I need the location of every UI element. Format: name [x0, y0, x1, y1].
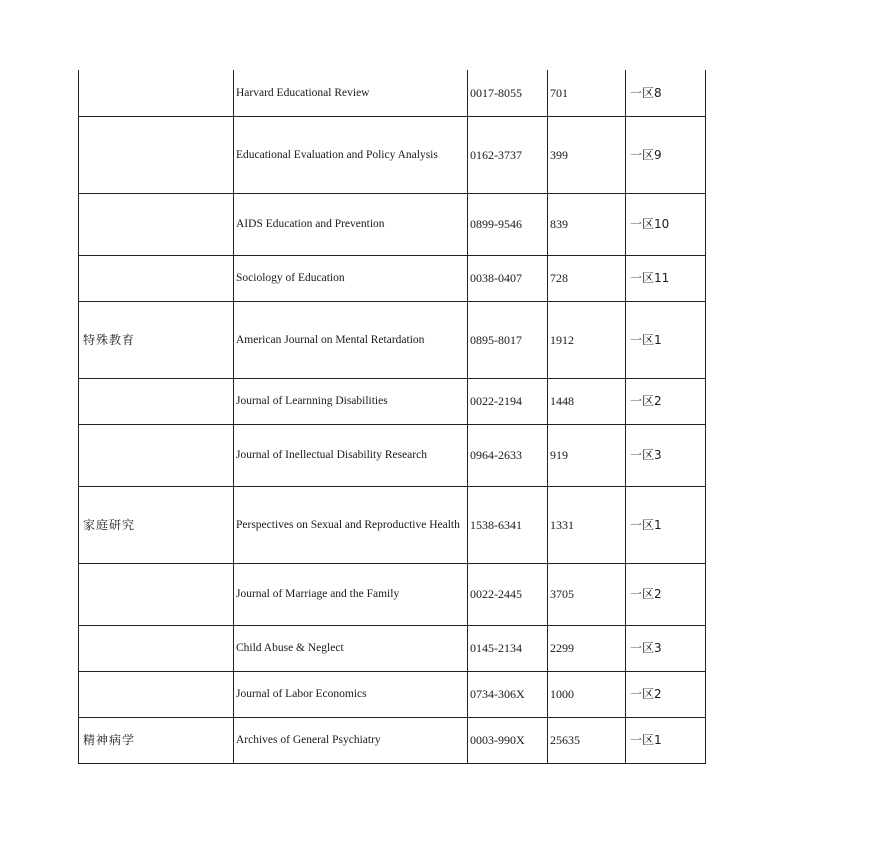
table-row [79, 301, 706, 378]
table-row [79, 378, 706, 424]
journal-title-cell: Harvard Educational Review [234, 70, 468, 116]
journal-title-cell: Child Abuse & Neglect [234, 625, 468, 671]
category-cell: 家庭研究 [79, 486, 234, 563]
category-cell [79, 424, 234, 486]
zone-cell: 一区9 [626, 116, 706, 193]
citations-cell: 1448 [548, 378, 626, 424]
table-row [79, 424, 706, 486]
table-row [79, 717, 706, 763]
table-row [79, 70, 706, 116]
category-cell [79, 255, 234, 301]
issn-cell: 0003-990X [468, 717, 548, 763]
citations-cell: 839 [548, 193, 626, 255]
journal-title-cell: AIDS Education and Prevention [234, 193, 468, 255]
category-cell [79, 625, 234, 671]
journal-title-cell: Journal of Marriage and the Family [234, 563, 468, 625]
table-row [79, 671, 706, 717]
citations-cell: 1000 [548, 671, 626, 717]
zone-cell: 一区11 [626, 255, 706, 301]
category-cell [79, 70, 234, 116]
journal-title-cell: Sociology of Education [234, 255, 468, 301]
category-cell [79, 378, 234, 424]
journal-title-cell: Journal of Labor Economics [234, 671, 468, 717]
table-row [79, 486, 706, 563]
issn-cell: 0017-8055 [468, 70, 548, 116]
journal-title-cell: Perspectives on Sexual and Reproductive Health [234, 486, 468, 563]
zone-cell: 一区1 [626, 717, 706, 763]
category-cell [79, 193, 234, 255]
table-row [79, 255, 706, 301]
journal-title-cell: Journal of Learnning Disabilities [234, 378, 468, 424]
zone-cell: 一区3 [626, 424, 706, 486]
citations-cell: 1331 [548, 486, 626, 563]
table-row [79, 563, 706, 625]
issn-cell: 0964-2633 [468, 424, 548, 486]
issn-cell: 0022-2445 [468, 563, 548, 625]
issn-cell: 0895-8017 [468, 301, 548, 378]
zone-cell: 一区2 [626, 378, 706, 424]
citations-cell: 701 [548, 70, 626, 116]
citations-cell: 25635 [548, 717, 626, 763]
issn-cell: 0022-2194 [468, 378, 548, 424]
journal-title-cell: American Journal on Mental Retardation [234, 301, 468, 378]
table-row [79, 116, 706, 193]
journal-title-cell: Archives of General Psychiatry [234, 717, 468, 763]
issn-cell: 0899-9546 [468, 193, 548, 255]
issn-cell: 1538-6341 [468, 486, 548, 563]
category-cell [79, 563, 234, 625]
issn-cell: 0145-2134 [468, 625, 548, 671]
citations-cell: 2299 [548, 625, 626, 671]
issn-cell: 0734-306X [468, 671, 548, 717]
journal-table [78, 70, 706, 764]
zone-cell: 一区3 [626, 625, 706, 671]
zone-cell: 一区2 [626, 563, 706, 625]
journal-title-cell: Educational Evaluation and Policy Analysis [234, 116, 468, 193]
category-cell: 特殊教育 [79, 301, 234, 378]
citations-cell: 1912 [548, 301, 626, 378]
zone-cell: 一区1 [626, 301, 706, 378]
issn-cell: 0162-3737 [468, 116, 548, 193]
table-row [79, 625, 706, 671]
issn-cell: 0038-0407 [468, 255, 548, 301]
citations-cell: 399 [548, 116, 626, 193]
zone-cell: 一区10 [626, 193, 706, 255]
category-cell: 精神病学 [79, 717, 234, 763]
citations-cell: 728 [548, 255, 626, 301]
citations-cell: 919 [548, 424, 626, 486]
citations-cell: 3705 [548, 563, 626, 625]
journal-table-body [79, 70, 706, 763]
zone-cell: 一区8 [626, 70, 706, 116]
category-cell [79, 116, 234, 193]
category-cell [79, 671, 234, 717]
table-row [79, 193, 706, 255]
zone-cell: 一区1 [626, 486, 706, 563]
zone-cell: 一区2 [626, 671, 706, 717]
journal-title-cell: Journal of Inellectual Disability Research [234, 424, 468, 486]
